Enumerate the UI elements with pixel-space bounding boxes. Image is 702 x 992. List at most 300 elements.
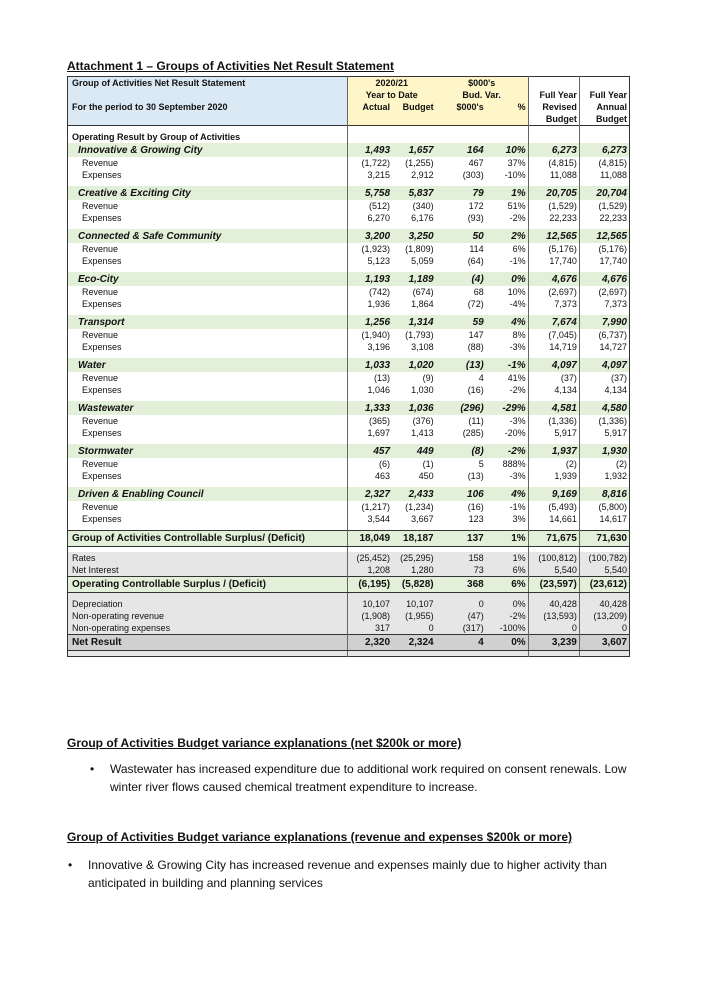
group-total-row-value: 1,193: [347, 272, 392, 286]
revenue-row-value: (1,255): [405, 157, 434, 168]
depreciation-row-value: 10,107: [347, 598, 392, 610]
group-total-row-label: Eco-City: [68, 272, 348, 286]
group-total-row-value: -29%: [486, 401, 528, 415]
expenses-row-value: 17,740: [528, 255, 579, 267]
expenses-row-value: 3%: [512, 513, 526, 524]
revenue-row-value: (1,529): [579, 200, 629, 212]
group-total-row-value: 164: [436, 143, 486, 157]
group-total-row-value: 4,676: [528, 272, 579, 286]
group-total-row-label: Wastewater: [68, 401, 348, 415]
revenue-row-value: 41%: [507, 372, 526, 383]
revenue-row-value: 114: [469, 243, 484, 254]
net-interest-row-value: 6%: [486, 564, 528, 577]
group-total-row-label: Innovative & Growing City: [68, 143, 348, 157]
group-total-row-value: 106: [436, 487, 486, 501]
group-total-row-value: 7,674: [528, 315, 579, 329]
revenue-row-value: (2): [528, 458, 579, 470]
non-operating-expenses-row-value: 0: [579, 622, 629, 635]
operating-controllable-row-value: (23,612): [579, 577, 629, 593]
revenue-row-value: (5,800): [579, 501, 629, 513]
period-label: For the period to 30 September 2020: [68, 101, 348, 113]
net-result-row: [68, 635, 630, 651]
units-label: $000's: [436, 77, 529, 90]
bud-var-label: Bud. Var.: [436, 89, 529, 101]
expenses-row-value: (16): [467, 384, 484, 395]
expenses-row-label: Expenses: [82, 513, 122, 524]
group-total-row-value: 12,565: [528, 229, 579, 243]
revenue-row-value: (340): [412, 200, 434, 211]
expenses-row: [68, 513, 630, 525]
group-total-row-value: 1,333: [347, 401, 392, 415]
expenses-row-value: 5,059: [411, 255, 434, 266]
expenses-row: [68, 427, 630, 439]
group-total-row-value: 4,676: [579, 272, 629, 286]
net-result-row-value: 4: [436, 635, 486, 651]
group-total-row-value: 1,033: [347, 358, 392, 372]
header-row-4: [68, 113, 630, 126]
group-total-row: [68, 229, 630, 243]
expenses-row-value: 1,046: [347, 384, 392, 396]
group-total-row-label: Creative & Exciting City: [68, 186, 348, 200]
non-operating-expenses-row-value: 0: [392, 622, 436, 635]
expenses-row-value: 1,939: [528, 470, 579, 482]
attachment-title: Attachment 1 – Groups of Activities Net Result Statement: [67, 59, 394, 73]
year-label: 2020/21: [347, 77, 435, 90]
non-operating-revenue-row-label: Non-operating revenue: [68, 610, 348, 622]
non-operating-expenses-row-value: (317): [436, 622, 486, 635]
operating-controllable-row-label: Operating Controllable Surplus / (Deficit): [68, 577, 348, 593]
header-row-2: [68, 89, 630, 101]
expenses-row-label: Expenses: [82, 255, 122, 266]
revenue-row-value: 8%: [512, 329, 526, 340]
revenue-row-value: (9): [422, 372, 434, 383]
group-total-row-value: 4,580: [579, 401, 629, 415]
expenses-row-value: -3%: [509, 470, 526, 481]
expenses-row-value: 463: [347, 470, 392, 482]
revenue-row-value: 10%: [507, 286, 526, 297]
group-total-row-label: Water: [68, 358, 348, 372]
controllable-surplus-row: [68, 531, 630, 547]
group-total-row-value: 12,565: [579, 229, 629, 243]
revenue-row-value: (37): [579, 372, 629, 384]
net-result-row-value: 3,607: [579, 635, 629, 651]
revenue-row-value: (5,176): [579, 243, 629, 255]
net-interest-row-value: 1,208: [347, 564, 392, 577]
group-total-row-value: 4%: [486, 315, 528, 329]
expenses-row-value: 1,413: [411, 427, 434, 438]
group-total-row-value: 79: [436, 186, 486, 200]
depreciation-row-value: 10,107: [392, 598, 436, 610]
operating-by-group-label: Operating Result by Group of Activities: [72, 131, 241, 142]
fy-revised-line2: Revised: [528, 101, 579, 113]
group-total-row-label: Connected & Safe Community: [68, 229, 348, 243]
net-interest-row: [68, 564, 630, 577]
revenue-row-value: 51%: [507, 200, 526, 211]
rates-row-value: (25,295): [392, 552, 436, 564]
expenses-row-value: 3,215: [347, 169, 392, 181]
expenses-row-label: Expenses: [82, 384, 122, 395]
group-total-row-value: 0%: [486, 272, 528, 286]
depreciation-row-value: 40,428: [528, 598, 579, 610]
group-total-row-value: 1,493: [347, 143, 392, 157]
explanation-net-bullet: [90, 760, 627, 796]
group-total-row-value: 7,990: [579, 315, 629, 329]
group-total-row-value: 20,704: [579, 186, 629, 200]
operating-controllable-row-value: (6,195): [347, 577, 392, 593]
expenses-row-value: 3,667: [411, 513, 434, 524]
non-operating-expenses-row-value: 0: [528, 622, 579, 635]
non-operating-expenses-row-label: Non-operating expenses: [68, 622, 348, 635]
revenue-row-value: (5,493): [528, 501, 579, 513]
revenue-row-value: 4: [478, 372, 484, 383]
expenses-row-value: 1,932: [579, 470, 629, 482]
group-total-row-value: 20,705: [528, 186, 579, 200]
controllable-surplus-row-label: Group of Activities Controllable Surplus/ (Deficit): [68, 531, 348, 547]
expenses-row-value: (64): [467, 255, 484, 266]
expenses-row-label: Expenses: [82, 298, 122, 309]
expenses-row-value: 1,864: [411, 298, 434, 309]
revenue-row-label: Revenue: [82, 415, 119, 426]
expenses-row-value: -2%: [509, 384, 526, 395]
expenses-row-value: 17,740: [579, 255, 629, 267]
explanation-net-line1: Wastewater has increased expenditure due to additional work required on consent renewals. Low: [110, 762, 627, 776]
group-total-row-value: 4,581: [528, 401, 579, 415]
explanations-net-heading: Group of Activities Budget variance explanations (net $200k or more): [67, 736, 462, 750]
header-row-3: [68, 101, 630, 113]
net-result-row-value: 3,239: [528, 635, 579, 651]
net-result-row-value: 2,324: [392, 635, 436, 651]
non-operating-revenue-row-value: (1,908): [347, 610, 392, 622]
expenses-row: [68, 341, 630, 353]
expenses-row-value: 4,134: [528, 384, 579, 396]
net-interest-row-label: Net Interest: [68, 564, 348, 577]
expenses-row: [68, 212, 630, 224]
bullet-icon: •: [90, 762, 95, 776]
revenue-row-value: (674): [412, 286, 434, 297]
expenses-row-value: 2,912: [411, 169, 434, 180]
group-total-row: [68, 444, 630, 458]
revenue-row-value: (5,176): [528, 243, 579, 255]
expenses-row-value: 5,123: [347, 255, 392, 267]
group-total-row-value: (8): [436, 444, 486, 458]
explanation-rev-exp-bullet: [68, 856, 607, 892]
group-total-row: [68, 143, 630, 157]
group-total-row: [68, 315, 630, 329]
expenses-row-value: 6,270: [347, 212, 392, 224]
fy-revised-line1: Full Year: [528, 89, 579, 101]
revenue-row-value: (1): [422, 458, 434, 469]
revenue-row: [68, 501, 630, 513]
controllable-surplus-row-value: 71,675: [528, 531, 579, 547]
group-total-row-value: -1%: [486, 358, 528, 372]
group-total-row-value: 6,273: [579, 143, 629, 157]
revenue-row: [68, 329, 630, 341]
revenue-row-value: (1,529): [528, 200, 579, 212]
revenue-row: [68, 415, 630, 427]
group-total-row-value: 1,189: [392, 272, 436, 286]
depreciation-row: [68, 598, 630, 610]
revenue-row-value: 172: [468, 200, 484, 211]
expenses-row-value: 22,233: [528, 212, 579, 224]
group-total-row-value: 3,200: [347, 229, 392, 243]
expenses-row: [68, 384, 630, 396]
rates-row-value: 1%: [486, 552, 528, 564]
expenses-row-value: (285): [462, 427, 484, 438]
revenue-row-value: (4,815): [579, 157, 629, 169]
expenses-row-value: 5,917: [528, 427, 579, 439]
expenses-row: [68, 169, 630, 181]
controllable-surplus-row-value: 71,630: [579, 531, 629, 547]
group-total-row-value: 2%: [486, 229, 528, 243]
expenses-row-label: Expenses: [82, 427, 122, 438]
group-total-row-value: 3,250: [392, 229, 436, 243]
group-total-row-value: 10%: [486, 143, 528, 157]
group-total-row-value: 8,816: [579, 487, 629, 501]
revenue-row-value: (16): [467, 501, 484, 512]
net-result-row-value: 2,320: [347, 635, 392, 651]
expenses-row: [68, 298, 630, 310]
revenue-row-value: (13): [347, 372, 392, 384]
revenue-row-value: 467: [468, 157, 484, 168]
depreciation-row-value: 0%: [486, 598, 528, 610]
revenue-row-value: (365): [347, 415, 392, 427]
expenses-row-value: 7,373: [579, 298, 629, 310]
expenses-row-value: -3%: [509, 341, 526, 352]
expenses-row-value: 22,233: [579, 212, 629, 224]
group-total-row: [68, 186, 630, 200]
expenses-row-value: -2%: [509, 212, 526, 223]
expenses-row-value: 123: [468, 513, 484, 524]
revenue-row-label: Revenue: [82, 458, 119, 469]
group-total-row: [68, 272, 630, 286]
group-total-row-value: 6,273: [528, 143, 579, 157]
revenue-row-label: Revenue: [82, 372, 119, 383]
revenue-row-value: (2,697): [528, 286, 579, 298]
revenue-row-label: Revenue: [82, 501, 119, 512]
group-total-row-value: 59: [436, 315, 486, 329]
revenue-row-value: (1,217): [347, 501, 392, 513]
revenue-row-value: (1,923): [347, 243, 392, 255]
controllable-surplus-row-value: 18,049: [347, 531, 392, 547]
group-total-row-value: 50: [436, 229, 486, 243]
revenue-row-label: Revenue: [82, 243, 119, 254]
depreciation-row-value: 0: [436, 598, 486, 610]
revenue-row-value: (11): [468, 415, 484, 426]
revenue-row-value: 6%: [512, 243, 526, 254]
rates-row-value: 158: [436, 552, 486, 564]
non-operating-revenue-row-value: (1,955): [392, 610, 436, 622]
actual-header: Actual: [347, 101, 392, 113]
controllable-surplus-row-value: 1%: [486, 531, 528, 547]
expenses-row-value: 1,030: [411, 384, 434, 395]
expenses-row-value: (88): [467, 341, 484, 352]
year-to-date-label: Year to Date: [347, 89, 435, 101]
explanation-net-line2: winter river flows caused chemical treatment expenditure to increase.: [110, 780, 478, 794]
revenue-row-value: (2,697): [579, 286, 629, 298]
explanation-rev-exp-line1: Innovative & Growing City has increased revenue and expenses mainly due to higher activity than: [88, 858, 607, 872]
revenue-row-value: (1,722): [347, 157, 392, 169]
revenue-row-value: (6): [347, 458, 392, 470]
group-total-row-value: 449: [392, 444, 436, 458]
expenses-row-value: 5,917: [579, 427, 629, 439]
operating-controllable-row-value: 368: [436, 577, 486, 593]
explanation-rev-exp-line2: anticipated in building and planning services: [88, 876, 323, 890]
group-total-row-value: 2,433: [392, 487, 436, 501]
expenses-row-label: Expenses: [82, 212, 122, 223]
revenue-row-value: (1,336): [579, 415, 629, 427]
budget-header: Budget: [392, 101, 436, 113]
operating-controllable-row-value: (5,828): [392, 577, 436, 593]
group-total-row-value: (296): [436, 401, 486, 415]
revenue-row: [68, 243, 630, 255]
expenses-row-value: 4,134: [579, 384, 629, 396]
non-operating-expenses-row-value: -100%: [486, 622, 528, 635]
non-operating-expenses-row-value: 317: [347, 622, 392, 635]
revenue-row-value: (512): [347, 200, 392, 212]
group-total-row: [68, 401, 630, 415]
fy-annual-line1: Full Year: [579, 89, 629, 101]
non-operating-expenses-row: [68, 622, 630, 635]
operating-controllable-row-value: (23,597): [528, 577, 579, 593]
rates-row-value: (25,452): [347, 552, 392, 564]
controllable-surplus-row-value: 137: [436, 531, 486, 547]
group-total-row-value: 1,256: [347, 315, 392, 329]
revenue-row-value: (2): [579, 458, 629, 470]
net-result-row-value: 0%: [486, 635, 528, 651]
statement-label: Group of Activities Net Result Statement: [68, 77, 348, 90]
revenue-row-label: Revenue: [82, 157, 119, 168]
revenue-row-value: (37): [528, 372, 579, 384]
non-operating-revenue-row-value: -2%: [486, 610, 528, 622]
expenses-row: [68, 255, 630, 267]
group-total-row-value: 1,657: [392, 143, 436, 157]
revenue-row-label: Revenue: [82, 286, 119, 297]
expenses-row-value: -10%: [504, 169, 526, 180]
explanations-rev-exp-heading: Group of Activities Budget variance explanations (revenue and expenses $200k or more): [67, 830, 573, 844]
revenue-row-value: -3%: [509, 415, 526, 426]
group-total-row-value: 1%: [486, 186, 528, 200]
group-total-row-value: 1,314: [392, 315, 436, 329]
group-total-row-value: 1,020: [392, 358, 436, 372]
group-total-row-value: -2%: [486, 444, 528, 458]
group-total-row-value: 2,327: [347, 487, 392, 501]
expenses-row-value: 6,176: [411, 212, 434, 223]
expenses-row-value: 3,196: [347, 341, 392, 353]
rates-row-value: (100,812): [528, 552, 579, 564]
net-interest-row-value: 73: [436, 564, 486, 577]
expenses-row-value: 14,727: [579, 341, 629, 353]
expenses-row-value: (13): [467, 470, 484, 481]
group-total-row-value: (13): [436, 358, 486, 372]
expenses-row: [68, 470, 630, 482]
expenses-row-value: 1,936: [347, 298, 392, 310]
expenses-row-value: 450: [418, 470, 434, 481]
rates-row: [68, 552, 630, 564]
bud-var-units-header: $000's: [436, 101, 486, 113]
header-row-1: [68, 77, 630, 90]
net-interest-row-value: 5,540: [528, 564, 579, 577]
group-total-row-label: Driven & Enabling Council: [68, 487, 348, 501]
revenue-row-label: Revenue: [82, 200, 119, 211]
group-total-row-value: 4,097: [579, 358, 629, 372]
revenue-row-value: (1,336): [528, 415, 579, 427]
expenses-row-value: -4%: [509, 298, 526, 309]
revenue-row-label: Revenue: [82, 329, 119, 340]
expenses-row-value: 7,373: [528, 298, 579, 310]
revenue-row: [68, 458, 630, 470]
depreciation-row-value: 40,428: [579, 598, 629, 610]
expenses-row-label: Expenses: [82, 470, 122, 481]
expenses-row-value: (72): [467, 298, 484, 309]
pct-header: %: [486, 101, 528, 113]
group-total-row-value: (4): [436, 272, 486, 286]
expenses-row-value: 11,088: [528, 169, 579, 181]
expenses-row-value: 3,108: [411, 341, 434, 352]
net-result-statement-table: [67, 76, 630, 657]
group-total-row-value: 4%: [486, 487, 528, 501]
revenue-row-value: (6,737): [579, 329, 629, 341]
operating-controllable-row: [68, 577, 630, 593]
non-operating-revenue-row: [68, 610, 630, 622]
revenue-row-value: (1,793): [405, 329, 434, 340]
rates-row-label: Rates: [68, 552, 348, 564]
depreciation-row-label: Depreciation: [68, 598, 348, 610]
group-total-row-label: Transport: [68, 315, 348, 329]
net-result-row-label: Net Result: [68, 635, 348, 651]
group-total-row-label: Stormwater: [68, 444, 348, 458]
revenue-row-value: -1%: [509, 501, 526, 512]
group-total-row-value: 5,837: [392, 186, 436, 200]
expenses-row-value: 14,617: [579, 513, 629, 525]
expenses-row-value: 1,697: [347, 427, 392, 439]
controllable-surplus-row-value: 18,187: [392, 531, 436, 547]
revenue-row-value: (1,234): [405, 501, 434, 512]
expenses-row-value: 14,719: [528, 341, 579, 353]
expenses-row-value: 11,088: [579, 169, 629, 181]
net-interest-row-value: 1,280: [392, 564, 436, 577]
fy-revised-line3: Budget: [528, 113, 579, 126]
revenue-row-value: 37%: [507, 157, 526, 168]
group-total-row-value: 1,036: [392, 401, 436, 415]
group-total-row-value: 4,097: [528, 358, 579, 372]
revenue-row-value: (376): [412, 415, 434, 426]
revenue-row-value: (1,940): [347, 329, 392, 341]
non-operating-revenue-row-value: (47): [436, 610, 486, 622]
group-total-row-value: 457: [347, 444, 392, 458]
group-total-row-value: 9,169: [528, 487, 579, 501]
revenue-row: [68, 157, 630, 169]
non-operating-revenue-row-value: (13,209): [579, 610, 629, 622]
revenue-row-value: (4,815): [528, 157, 579, 169]
expenses-row-value: (93): [467, 212, 484, 223]
expenses-row-value: 14,661: [528, 513, 579, 525]
net-interest-row-value: 5,540: [579, 564, 629, 577]
group-total-row-value: 5,758: [347, 186, 392, 200]
revenue-row-value: (1,809): [405, 243, 434, 254]
operating-controllable-row-value: 6%: [486, 577, 528, 593]
expenses-row-value: 3,544: [347, 513, 392, 525]
fy-annual-line2: Annual: [579, 101, 629, 113]
rates-row-value: (100,782): [579, 552, 629, 564]
bullet-icon: •: [68, 858, 73, 872]
expenses-row-value: -20%: [504, 427, 526, 438]
expenses-row-value: (303): [462, 169, 484, 180]
non-operating-revenue-row-value: (13,593): [528, 610, 579, 622]
group-total-row-value: 1,930: [579, 444, 629, 458]
revenue-row-value: 888%: [502, 458, 526, 469]
expenses-row-label: Expenses: [82, 169, 122, 180]
revenue-row-value: (7,045): [528, 329, 579, 341]
